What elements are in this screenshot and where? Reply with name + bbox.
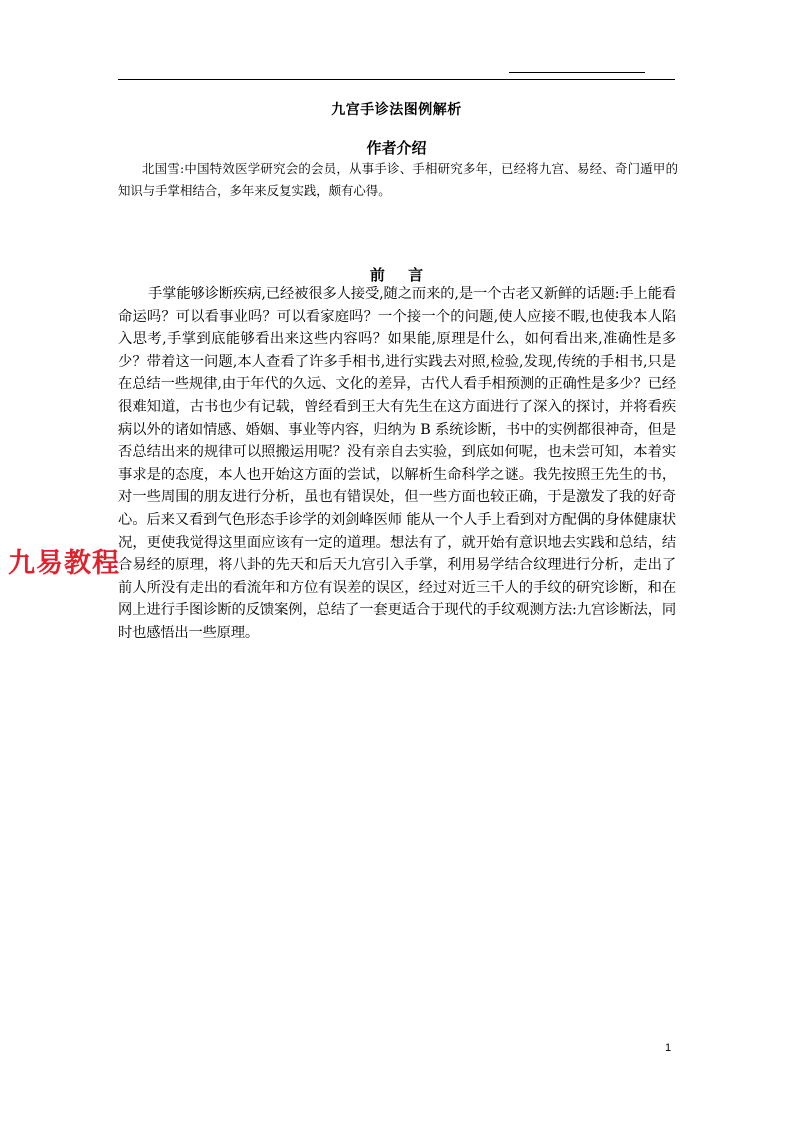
preface-paragraph: 手掌能够诊断疾病,已经被很多人接受,随之而来的,是一个古老又新鲜的话题:手上能看命运吗？可以看事业吗？可以看家庭吗？一个接一个的问题,使人应接不暇,也使我本人陷入思考,手掌到底能够看出来这些内容吗？如果能,原理是什么，如何看出来,准确性是多少？带着这一问题,本人查看了许多手相书,进行实践去对照,检验,发现,传统的手相书,只是在总结一些规律,由于年代的久远、文化的差异，古代人看手相预测的正确性是多少？已经很难知道，古书也少有记载，曾经看到王大有先生在这方面进行了深入的探讨，并将看疾病以外的诸如情感、婚姻、事业等内容，归纳为 B 系统诊断，书中的实例都很神奇，但是否总结出来的规律可以照搬运用呢？没有亲自去实验，到底如何呢，也未尝可知，本着实事求是的态度，本人也开始这方面的尝试，以解析生命科学之谜。我先按照王先生的书，对一些周围的朋友进行分析，虽也有错误处，但一些方面也较正确，于是激发了我的好奇心。后来又看到气色形态手诊学的刘剑峰医师 能从一个人手上看到对方配偶的身体健康状况，更使我觉得这里面应该有一定的道理。想法有了，就开始有意识地去实践和总结，结合易经的原理，将八卦的先天和后天九宫引入手掌，利用易学结合纹理进行分析，走出了前人所没有走出的看流年和方位有误差的误区，经过对近三千人的手纹的研究诊断，和在网上进行手图诊断的反馈案例，总结了一套更适合于现代的手纹观测方法:九宫诊断法，同时也感悟出一些原理。: [118, 286, 676, 641]
author-paragraph: 北国雪:中国特效医学研究会的会员，从事手诊、手相研究多年，已经将九宫、易经、奇门遁甲的知识与手掌相结合，多年来反复实践，颇有心得。: [118, 161, 678, 198]
watermark-logo: 九易教程: [8, 548, 120, 579]
author-section-heading: 作者介绍: [366, 139, 427, 157]
preface-section-heading: 前 言: [369, 266, 424, 284]
document-title: 九宫手诊法图例解析: [331, 102, 462, 118]
page-number: 1: [665, 1042, 672, 1054]
header-short-rule: [509, 72, 645, 73]
header-rule: [118, 79, 675, 80]
